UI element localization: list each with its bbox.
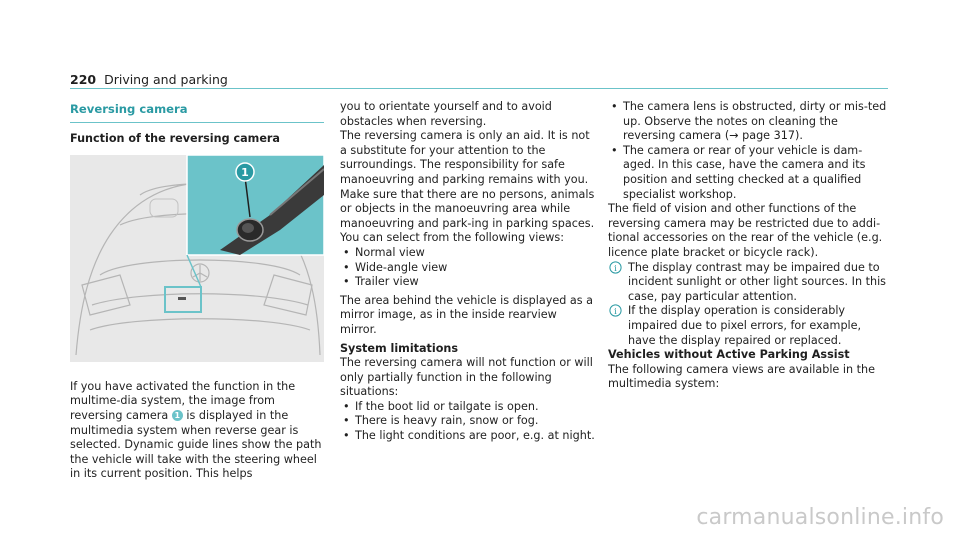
views-list: [340, 246, 596, 290]
list-item: • Trailer view: [340, 275, 596, 290]
note-text: The display contrast may be impaired due to incident sunlight or other light sources. In this case, pay particular attention.: [628, 260, 887, 303]
column-1: [70, 100, 324, 482]
list-item: • Normal view: [340, 246, 596, 261]
info-icon: [609, 304, 622, 317]
note: [608, 261, 888, 305]
figure-callout: 1: [241, 166, 249, 180]
callout-badge: 1: [172, 410, 183, 421]
paragraph: The field of vision and other functions of the reversing camera may be restricted due to addi-tional accessories on the rear of the vehicle (e.g. licence plate bracket or bicycle rack).: [608, 202, 883, 259]
subheading: System limitations: [340, 341, 459, 355]
list-item: • The light conditions are poor, e.g. at night.: [340, 429, 596, 444]
info-icon: [609, 261, 622, 274]
list-item: • There is heavy rain, snow or fog.: [340, 414, 596, 429]
subheading: Vehicles without Active Parking Assist: [608, 348, 850, 362]
column-2: [340, 100, 596, 444]
column-3: [608, 100, 888, 392]
function-text-1: If you have activated the function in the multime-dia system, the image from reversing camera: [70, 379, 296, 422]
section-name: Driving and parking: [104, 72, 228, 87]
paragraph: You can select from the following views:: [340, 231, 565, 245]
page-header: [70, 72, 228, 87]
paragraph: The following camera views are available in the multimedia system:: [608, 362, 875, 391]
list-item: • The camera or rear of your vehicle is dam-aged. In this case, have the camera and its position and setting checked at a qualified specialist workshop.: [608, 144, 888, 202]
paragraph: The area behind the vehicle is displayed as a mirror image, as in the inside rearview mirror.: [340, 293, 593, 336]
reversing-camera-illustration: [70, 155, 324, 362]
note: [608, 304, 888, 348]
list-item: • If the boot lid or tailgate is open.: [340, 400, 596, 415]
info-icon-glyph: i: [614, 263, 617, 274]
section-title: Reversing camera: [70, 102, 188, 116]
list-item: • The camera lens is obstructed, dirty or mis-ted up. Observe the notes on cleaning the reversing camera (→ page 317).: [608, 100, 888, 144]
paragraph: you to orientate yourself and to avoid obstacles when reversing.: [340, 100, 552, 128]
function-paragraph: [70, 380, 324, 482]
note-text: If the display operation is considerably impaired due to pixel errors, for example, have the display repaired or replaced.: [628, 304, 862, 347]
list-item: • Wide-angle view: [340, 261, 596, 276]
info-icon-glyph: i: [614, 307, 617, 318]
limitations-list: [340, 400, 596, 444]
subheading: Function of the reversing camera: [70, 131, 280, 145]
page-number: 220: [70, 72, 97, 87]
function-text-2: is displayed in the multimedia system when reverse gear is selected. Dynamic guide lines show the path the vehicle will take with the steering wheel in its current position. This helps: [70, 408, 322, 481]
section-rule: [70, 122, 324, 123]
paragraph: The reversing camera is only an aid. It is not a substitute for your attention to the surroundings. The responsibility for safe manoeuvring and parking remains with you. Make sure that there are no persons, animals or objects in the manoeuvring area while manoeuvring and park-ing in parking spaces.: [340, 129, 595, 230]
header-rule: [70, 88, 888, 89]
watermark: carmanualsonline.info: [696, 505, 944, 530]
limitations-list-continued: [608, 100, 888, 202]
paragraph: The reversing camera will not function or will only partially function in the following situations:: [340, 356, 593, 399]
